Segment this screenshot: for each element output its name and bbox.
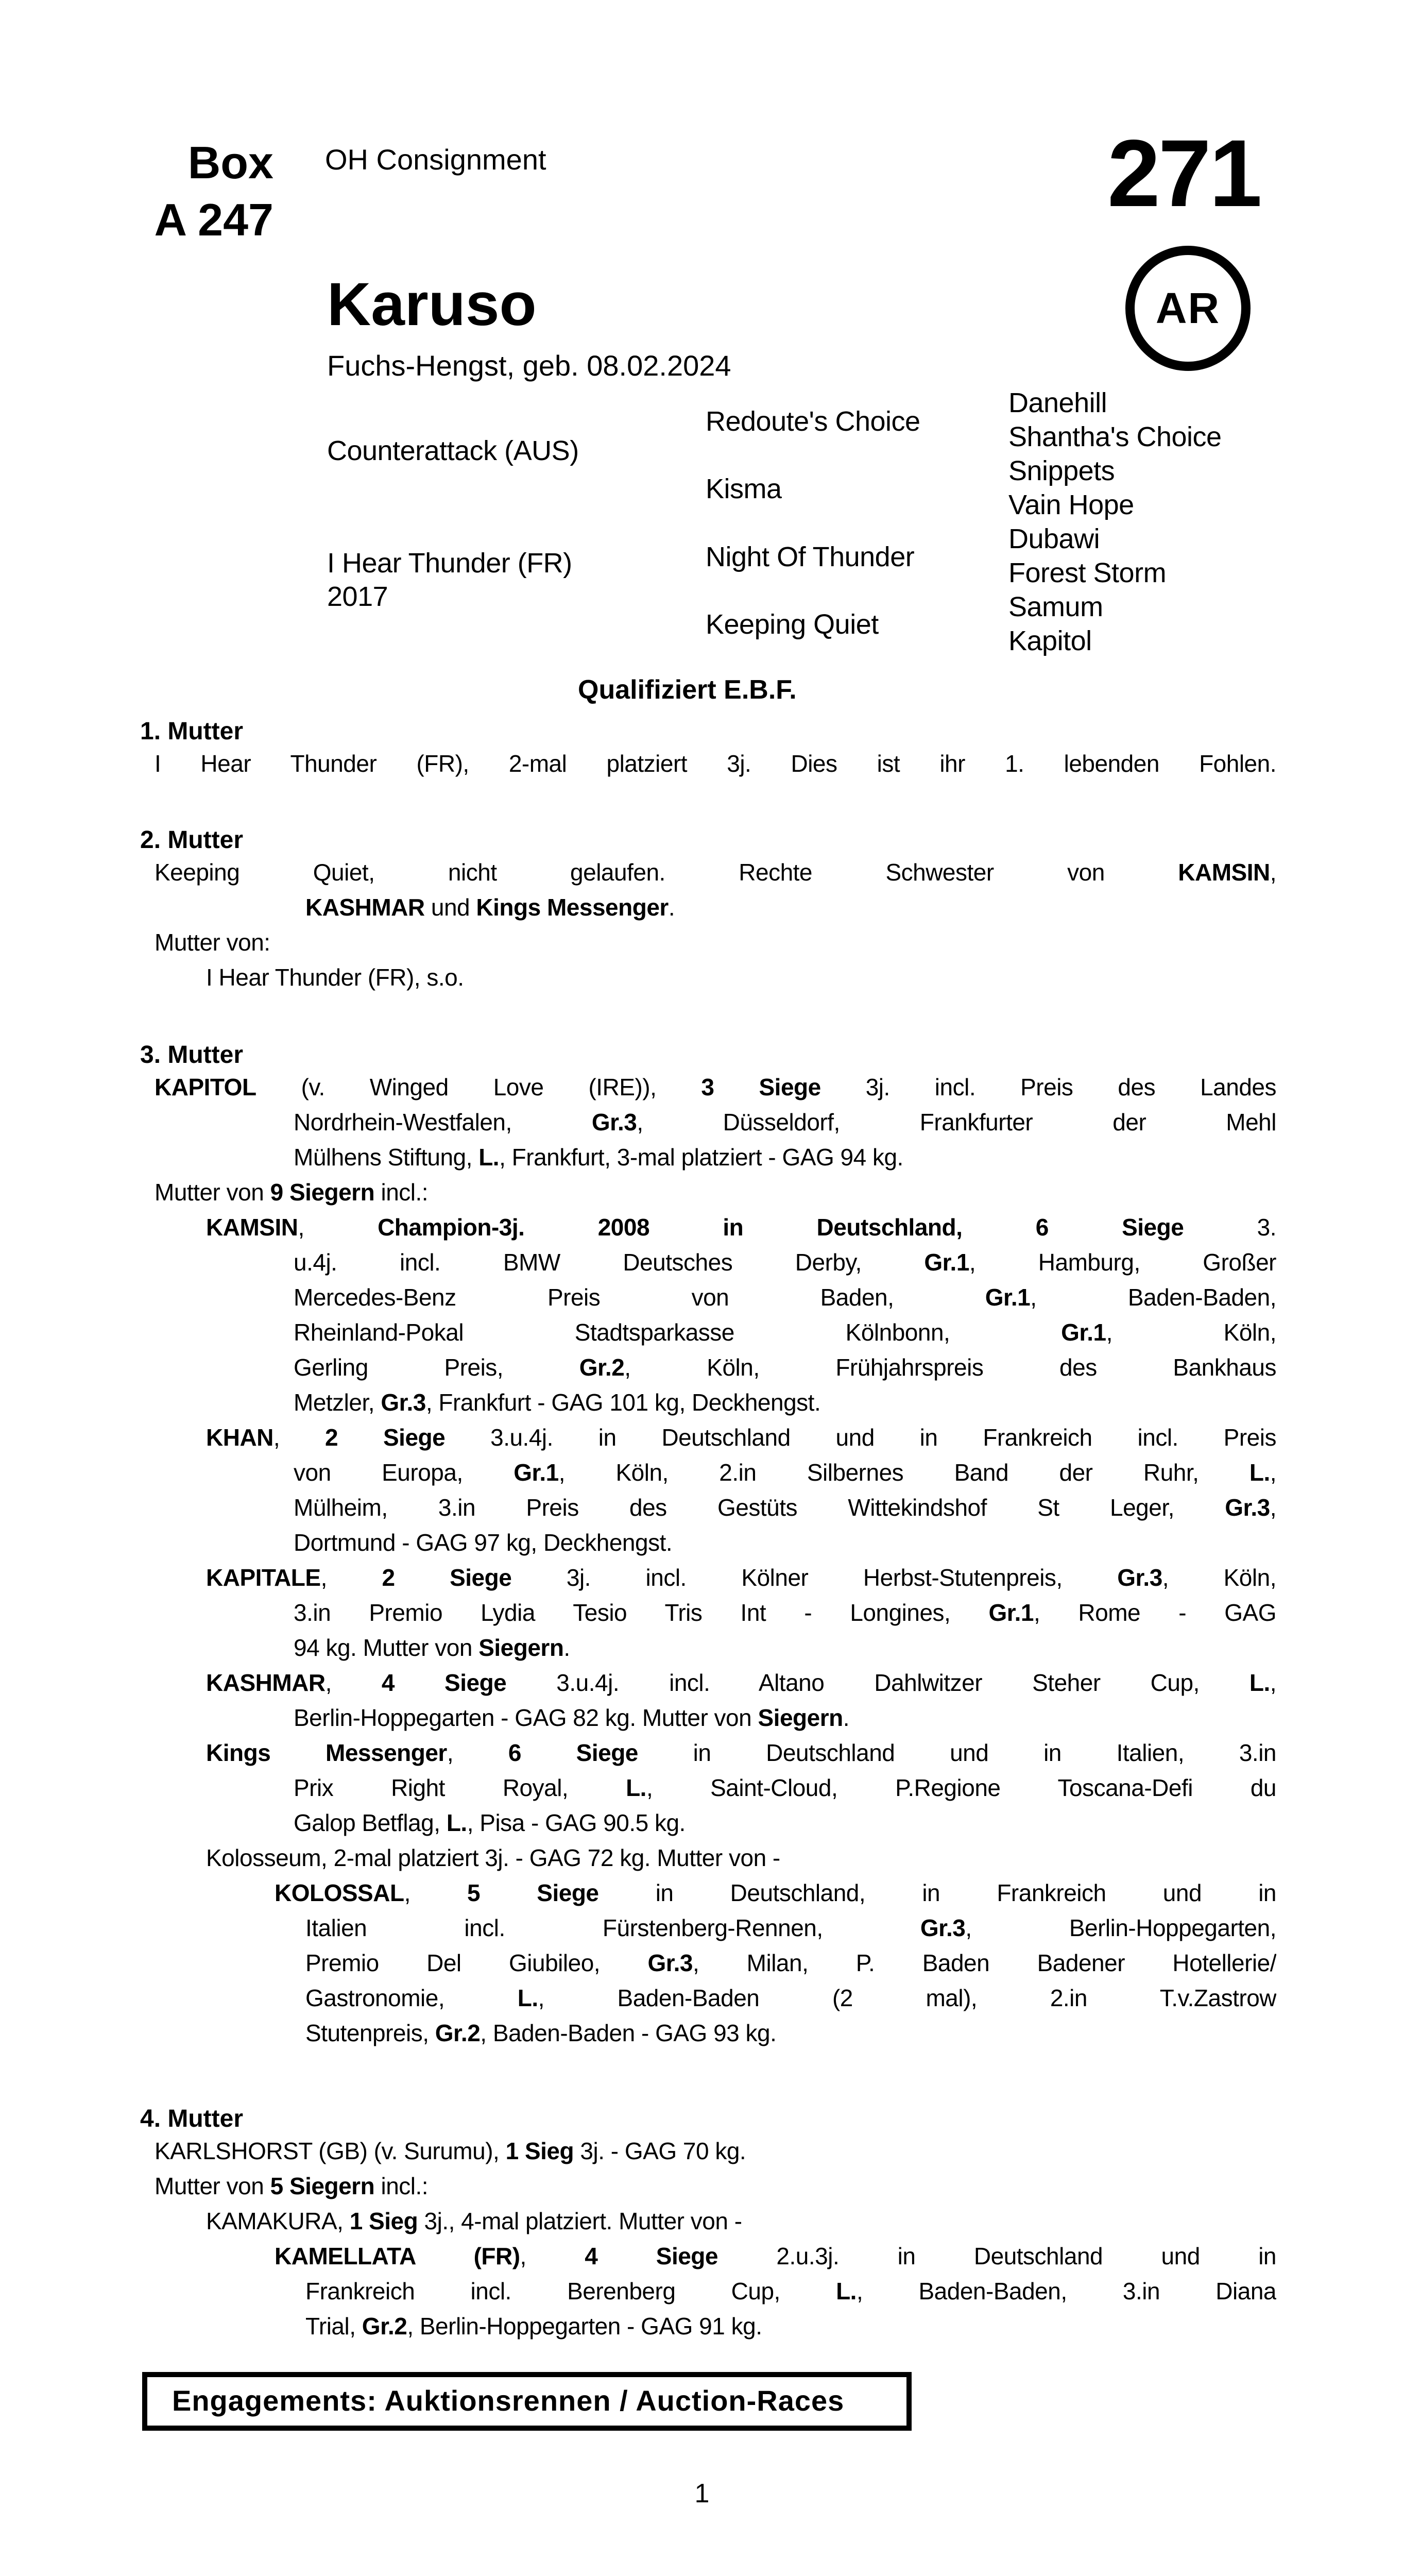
text-line: Mercedes-Benz Preis von Baden, Gr.1, Baden-Baden, [294, 1284, 1276, 1311]
text-line: Galop Betflag, L., Pisa - GAG 90.5 kg. [294, 1809, 686, 1836]
engagements-box [142, 2372, 912, 2431]
section-heading: 3. Mutter [140, 1041, 244, 1069]
text-line: Gerling Preis, Gr.2, Köln, Frühjahrspreis des Bankhaus [294, 1354, 1276, 1381]
text-line: KASHMAR und Kings Messenger. [305, 894, 675, 921]
section-mutter-3 [0, 1041, 1276, 2050]
text-line: Italien incl. Fürstenberg-Rennen, Gr.3, Berlin-Hoppegarten, [305, 1914, 1276, 1941]
text-line: Mutter von 5 Siegern incl.: [155, 2173, 429, 2199]
text-line: 94 kg. Mutter von Siegern. [294, 1634, 570, 1661]
text-line: Mülheim, 3.in Preis des Gestüts Wittekindshof St Leger, Gr.3, [294, 1494, 1276, 1521]
dam-sire: Night Of Thunder [706, 541, 915, 572]
text-line: KOLOSSAL, 5 Siege in Deutschland, in Frankreich und in [275, 1879, 1276, 1906]
text-line: Mutter von 9 Siegern incl.: [155, 1179, 429, 1206]
horse-description: Fuchs-Hengst, geb. 08.02.2024 [327, 349, 731, 382]
dam-year: 2017 [327, 581, 388, 612]
sire-dam: Kisma [706, 473, 782, 504]
sire-name: Counterattack (AUS) [327, 435, 579, 466]
text-line: Kings Messenger, 6 Siege in Deutschland und in Italien, 3.in [206, 1739, 1276, 1766]
pedigree-ancestor: Dubawi [1008, 523, 1100, 554]
text-line: Dortmund - GAG 97 kg, Deckhengst. [294, 1529, 673, 1556]
text-line: Metzler, Gr.3, Frankfurt - GAG 101 kg, Deckhengst. [294, 1389, 821, 1416]
section-heading: 2. Mutter [140, 826, 244, 854]
text-line: KAPITALE, 2 Siege 3j. incl. Kölner Herbst-Stutenpreis, Gr.3, Köln, [206, 1564, 1276, 1591]
pedigree-ancestor: Kapitol [1008, 625, 1092, 656]
text-line: Mutter von: [155, 929, 270, 956]
text-line: Frankreich incl. Berenberg Cup, L., Baden-Baden, 3.in Diana [305, 2278, 1276, 2304]
engagements-text: Engagements: Auktionsrennen / Auction-Races [172, 2384, 845, 2417]
text-line: Nordrhein-Westfalen, Gr.3, Düsseldorf, Frankfurter der Mehl [294, 1109, 1276, 1136]
text-line: KHAN, 2 Siege 3.u.4j. in Deutschland und in Frankreich incl. Preis [206, 1424, 1276, 1451]
text-line: Mülhens Stiftung, L., Frankfurt, 3-mal platziert - GAG 94 kg. [294, 1144, 903, 1171]
horse-name: Karuso [327, 270, 537, 338]
section-mutter-4 [0, 2105, 1276, 2344]
ar-brand-initials: AR [1155, 284, 1221, 332]
dam-name: I Hear Thunder (FR) [327, 548, 572, 579]
text-line: Premio Del Giubileo, Gr.3, Milan, P. Baden Badener Hotellerie/ [305, 1950, 1276, 1976]
section-mutter-1 [0, 717, 1276, 781]
text-line: I Hear Thunder (FR), 2-mal platziert 3j. Dies ist ihr 1. lebenden Fohlen. [155, 750, 1276, 777]
text-line: KAMELLATA (FR), 4 Siege 2.u.3j. in Deutschland und in [275, 2243, 1276, 2269]
text-line: KAPITOL (v. Winged Love (IRE)), 3 Siege 3j. incl. Preis des Landes [155, 1074, 1276, 1100]
lot-number: 271 [1107, 121, 1260, 227]
pedigree-ancestor: Vain Hope [1008, 489, 1134, 520]
dam-dam: Keeping Quiet [706, 609, 879, 640]
text-line: Berlin-Hoppegarten - GAG 82 kg. Mutter von Siegern. [294, 1704, 850, 1731]
text-line: KAMAKURA, 1 Sieg 3j., 4-mal platziert. Mutter von - [206, 2208, 742, 2234]
text-line: von Europa, Gr.1, Köln, 2.in Silbernes Band der Ruhr, L., [294, 1459, 1276, 1486]
page-number: 1 [694, 2479, 710, 2509]
box-label: Box [187, 137, 273, 188]
text-line: Gastronomie, L., Baden-Baden (2 mal), 2.in T.v.Zastrow [305, 1985, 1276, 2011]
sire-sire: Redoute's Choice [706, 406, 920, 437]
text-line: KASHMAR, 4 Siege 3.u.4j. incl. Altano Dahlwitzer Steher Cup, L., [206, 1669, 1276, 1696]
text-line: KAMSIN, Champion-3j. 2008 in Deutschland, 6 Siege 3. [206, 1214, 1276, 1241]
text-line: Trial, Gr.2, Berlin-Hoppegarten - GAG 91 kg. [305, 2313, 762, 2340]
text-line: Rheinland-Pokal Stadtsparkasse Kölnbonn, Gr.1, Köln, [294, 1319, 1276, 1346]
ebf-qualification: Qualifiziert E.B.F. [578, 675, 797, 705]
text-line: 3.in Premio Lydia Tesio Tris Int - Longines, Gr.1, Rome - GAG [294, 1599, 1276, 1626]
pedigree-ancestor: Danehill [1008, 387, 1107, 418]
pedigree-ancestor: Samum [1008, 591, 1103, 622]
text-line: I Hear Thunder (FR), s.o. [206, 964, 464, 991]
text-line: Stutenpreis, Gr.2, Baden-Baden - GAG 93 kg. [305, 2020, 777, 2046]
text-line: u.4j. incl. BMW Deutsches Derby, Gr.1, Hamburg, Großer [294, 1249, 1276, 1276]
section-heading: 1. Mutter [140, 718, 244, 745]
section-mutter-2 [0, 826, 1276, 995]
box-number: A 247 [154, 194, 273, 245]
section-heading: 4. Mutter [140, 2105, 244, 2132]
text-line: KARLSHORST (GB) (v. Surumu), 1 Sieg 3j. - GAG 70 kg. [155, 2138, 746, 2164]
text-line: Prix Right Royal, L., Saint-Cloud, P.Regione Toscana-Defi du [294, 1774, 1276, 1801]
pedigree-ancestor: Forest Storm [1008, 557, 1167, 588]
text-line: Kolosseum, 2-mal platziert 3j. - GAG 72 kg. Mutter von - [206, 1844, 780, 1871]
pedigree-ancestor: Shantha's Choice [1008, 421, 1222, 452]
consignor-name: OH Consignment [325, 143, 546, 176]
pedigree-ancestor: Snippets [1008, 455, 1115, 486]
text-line: Keeping Quiet, nicht gelaufen. Rechte Schwester von KAMSIN, [155, 859, 1276, 886]
